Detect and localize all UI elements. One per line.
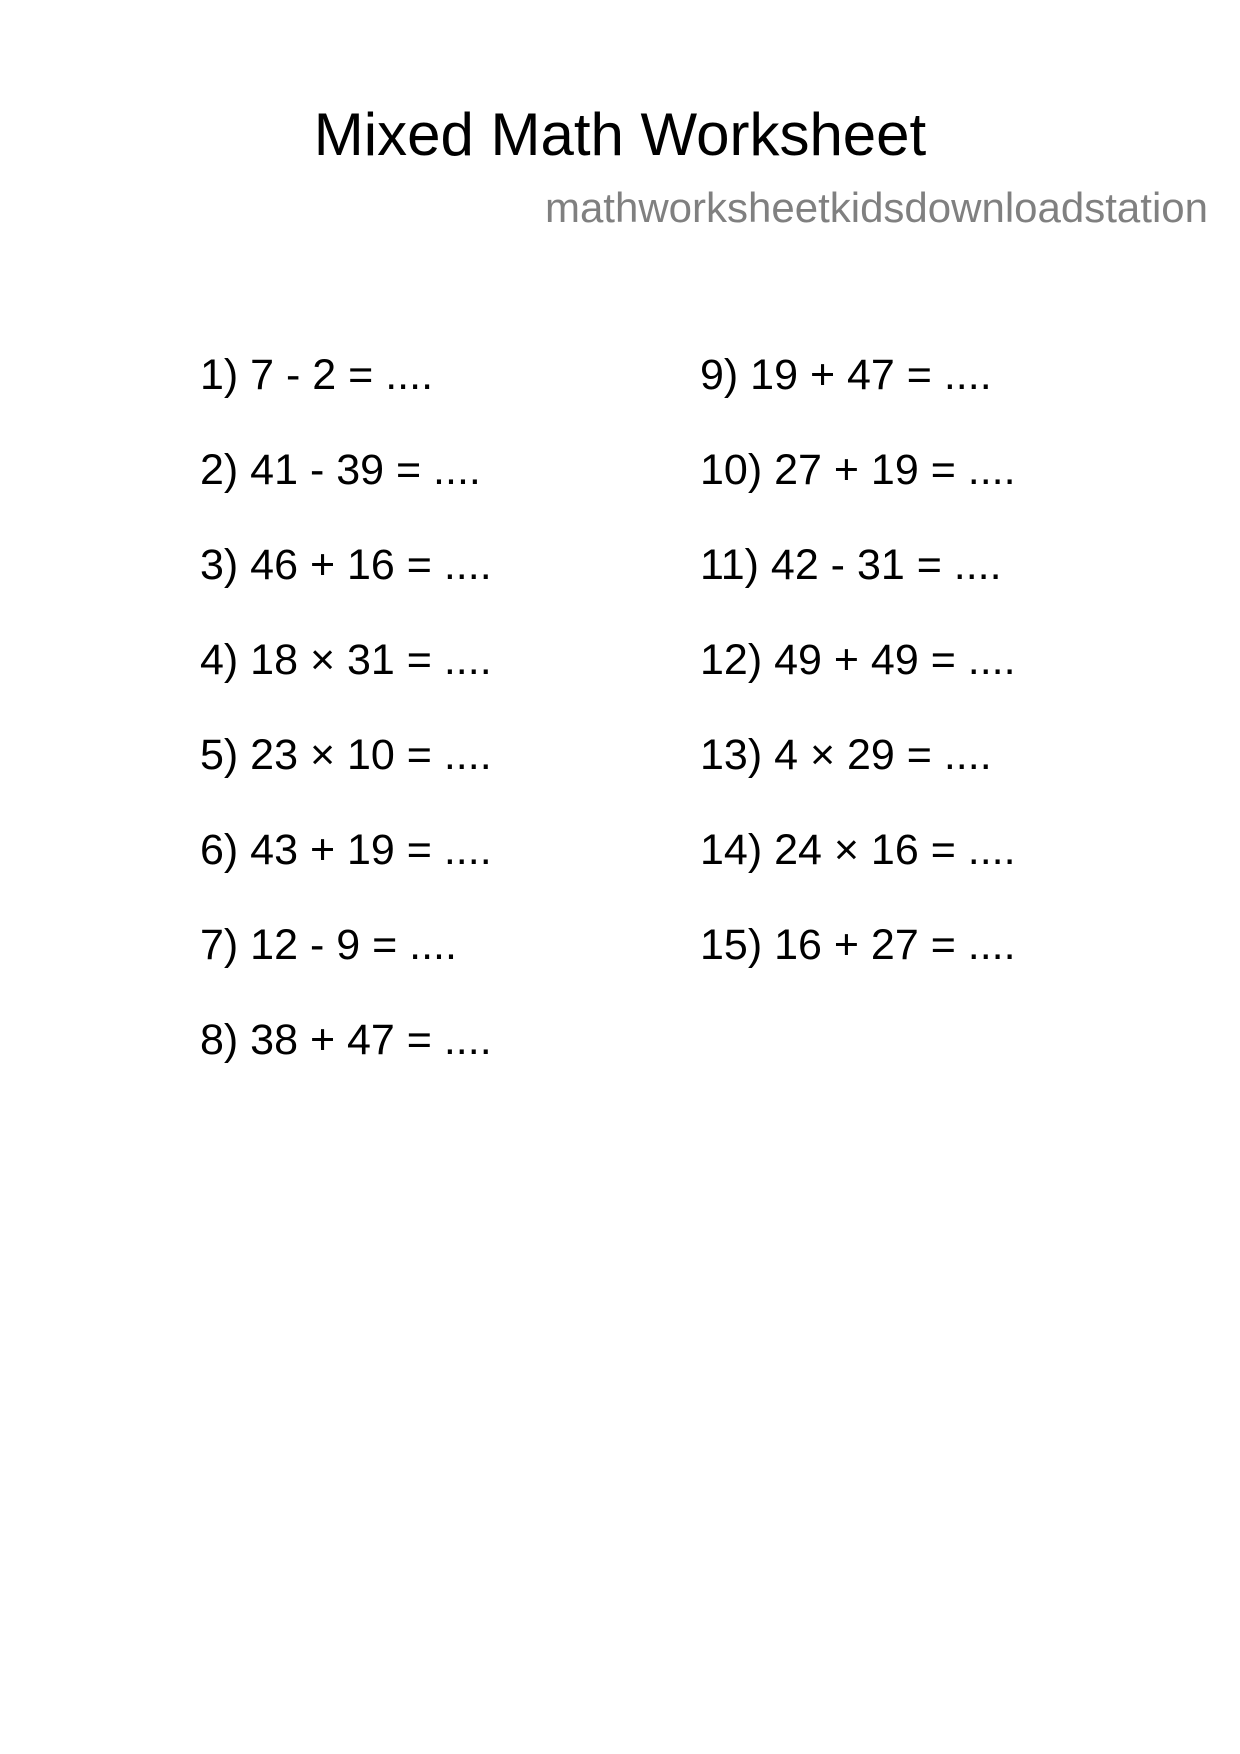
- problem-column-right: [700, 350, 1016, 1015]
- problem-13: 13) 4 × 29 = ....: [700, 731, 992, 779]
- problem-2: 2) 41 - 39 = ....: [200, 446, 481, 494]
- problem-5: 5) 23 × 10 = ....: [200, 731, 492, 779]
- problem-10: 10) 27 + 19 = ....: [700, 446, 1016, 494]
- worksheet-title: Mixed Math Worksheet: [313, 101, 927, 168]
- problem-6: 6) 43 + 19 = ....: [200, 826, 492, 874]
- problem-12: 12) 49 + 49 = ....: [700, 636, 1016, 684]
- problem-11: 11) 42 - 31 = ....: [700, 541, 1002, 589]
- problem-3: 3) 46 + 16 = ....: [200, 541, 492, 589]
- problem-15: 15) 16 + 27 = ....: [700, 921, 1016, 969]
- worksheet-subtitle: mathworksheetkidsdownloadstation: [544, 184, 1208, 231]
- problem-column-left: [200, 350, 492, 1110]
- problem-9: 9) 19 + 47 = ....: [700, 351, 992, 399]
- problem-4: 4) 18 × 31 = ....: [200, 636, 492, 684]
- problem-1: 1) 7 - 2 = ....: [200, 351, 434, 399]
- problem-8: 8) 38 + 47 = ....: [200, 1016, 492, 1064]
- problem-14: 14) 24 × 16 = ....: [700, 826, 1016, 874]
- problem-7: 7) 12 - 9 = ....: [200, 921, 457, 969]
